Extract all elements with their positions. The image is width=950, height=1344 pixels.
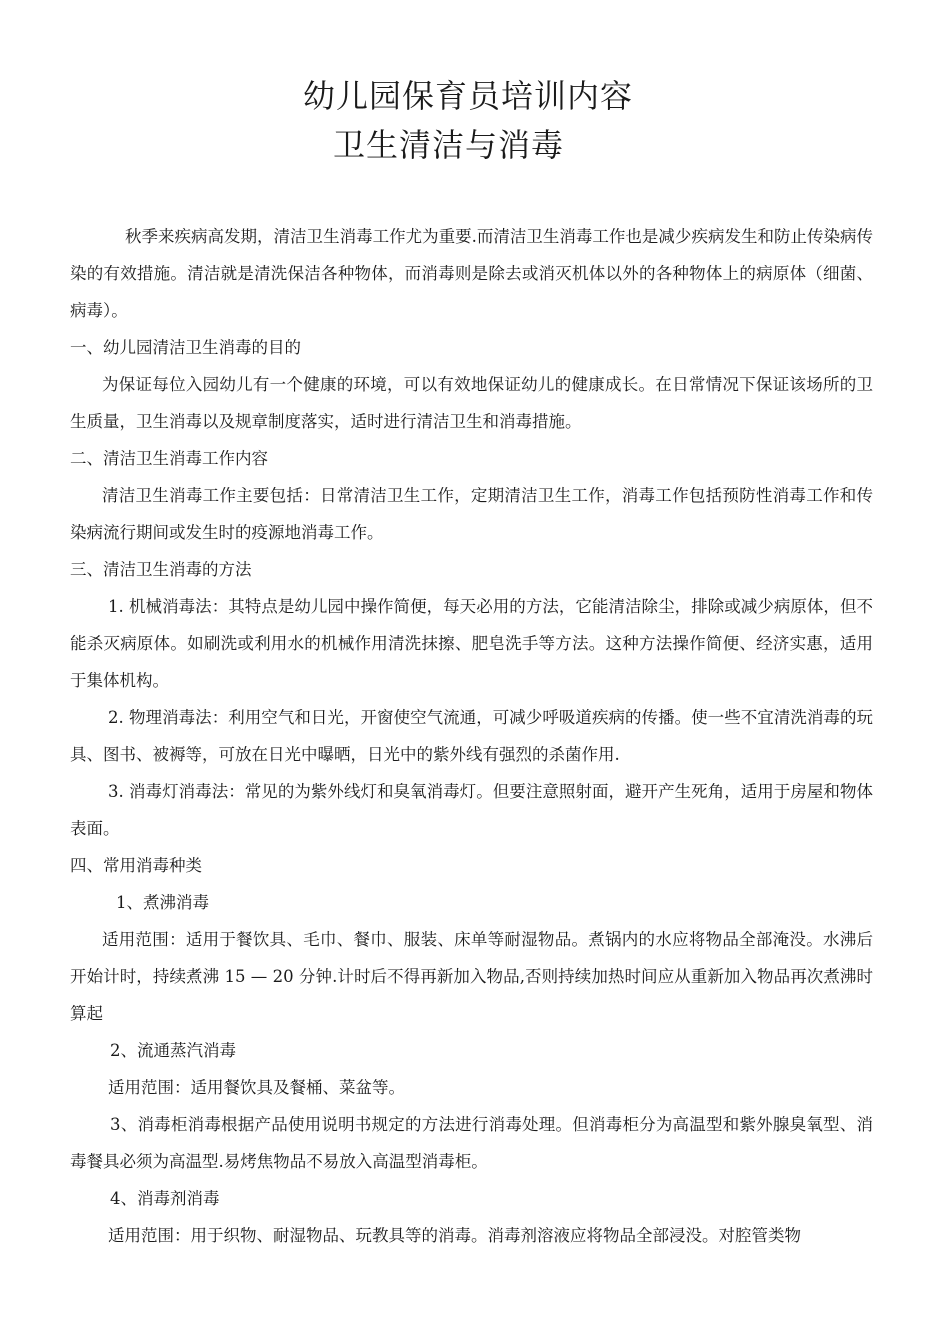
- document-subtitle: 卫生清洁与消毒: [333, 126, 565, 164]
- cabinet-paragraph: 3、消毒柜消毒根据产品使用说明书规定的方法进行消毒处理。但消毒柜分为高温型和紫外腺臭氧型、消毒餐具必须为高温型.易烤焦物品不易放入高温型消毒柜。: [70, 1115, 873, 1171]
- boiling-subheading: 1、煮沸消毒: [116, 893, 209, 912]
- section-2-heading: 二、清洁卫生消毒工作内容: [70, 449, 268, 468]
- section-2-paragraph: 清洁卫生消毒工作主要包括：日常清洁卫生工作，定期清洁卫生工作，消毒工作包括预防性消毒工作和传染病流行期间或发生时的疫源地消毒工作。: [70, 486, 873, 542]
- document-title: 幼儿园保育员培训内容: [303, 77, 634, 115]
- method-2-paragraph: 2. 物理消毒法：利用空气和日光，开窗使空气流通，可减少呼吸道疾病的传播。使一些不宜清洗消毒的玩具、图书、被褥等，可放在日光中曝晒，日光中的紫外线有强烈的杀菌作用.: [70, 708, 873, 764]
- section-3-heading: 三、清洁卫生消毒的方法: [70, 560, 252, 579]
- method-3-paragraph: 3. 消毒灯消毒法：常见的为紫外线灯和臭氧消毒灯。但要注意照射面，避开产生死角，适用于房屋和物体表面。: [70, 782, 873, 838]
- disinfectant-paragraph: 适用范围：用于织物、耐湿物品、玩教具等的消毒。消毒剂溶液应将物品全部浸没。对腔管类物: [108, 1226, 801, 1245]
- steam-subheading: 2、流通蒸汽消毒: [110, 1041, 236, 1060]
- intro-paragraph: 秋季来疾病高发期，清洁卫生消毒工作尤为重要.而清洁卫生消毒工作也是减少疾病发生和防止传染病传染的有效措施。清洁就是清洗保洁各种物体，而消毒则是除去或消灭机体以外的各种物体上的病原体（细菌、病毒）。: [70, 227, 873, 320]
- section-1-heading: 一、幼儿园清洁卫生消毒的目的: [70, 338, 301, 357]
- method-1-paragraph: 1. 机械消毒法：其特点是幼儿园中操作简便，每天必用的方法，它能清洁除尘，排除或减少病原体，但不能杀灭病原体。如刷洗或利用水的机械作用清洗抹擦、肥皂洗手等方法。这种方法操作简便、经济实惠，适用于集体机构。: [70, 597, 873, 690]
- document-body: [70, 218, 873, 1254]
- section-1-paragraph: 为保证每位入园幼儿有一个健康的环境，可以有效地保证幼儿的健康成长。在日常情况下保证该场所的卫生质量，卫生消毒以及规章制度落实，适时进行清洁卫生和消毒措施。: [70, 375, 873, 431]
- section-4-heading: 四、常用消毒种类: [70, 856, 202, 875]
- disinfectant-subheading: 4、消毒剂消毒: [110, 1189, 220, 1208]
- steam-paragraph: 适用范围：适用餐饮具及餐桶、菜盆等。: [108, 1078, 405, 1097]
- boiling-paragraph: 适用范围：适用于餐饮具、毛巾、餐巾、服装、床单等耐湿物品。煮锅内的水应将物品全部淹没。水沸后开始计时，持续煮沸 15 — 20 分钟.计时后不得再新加入物品,否则持续加热时间应从重新加入物品再次煮沸时算起: [70, 930, 873, 1023]
